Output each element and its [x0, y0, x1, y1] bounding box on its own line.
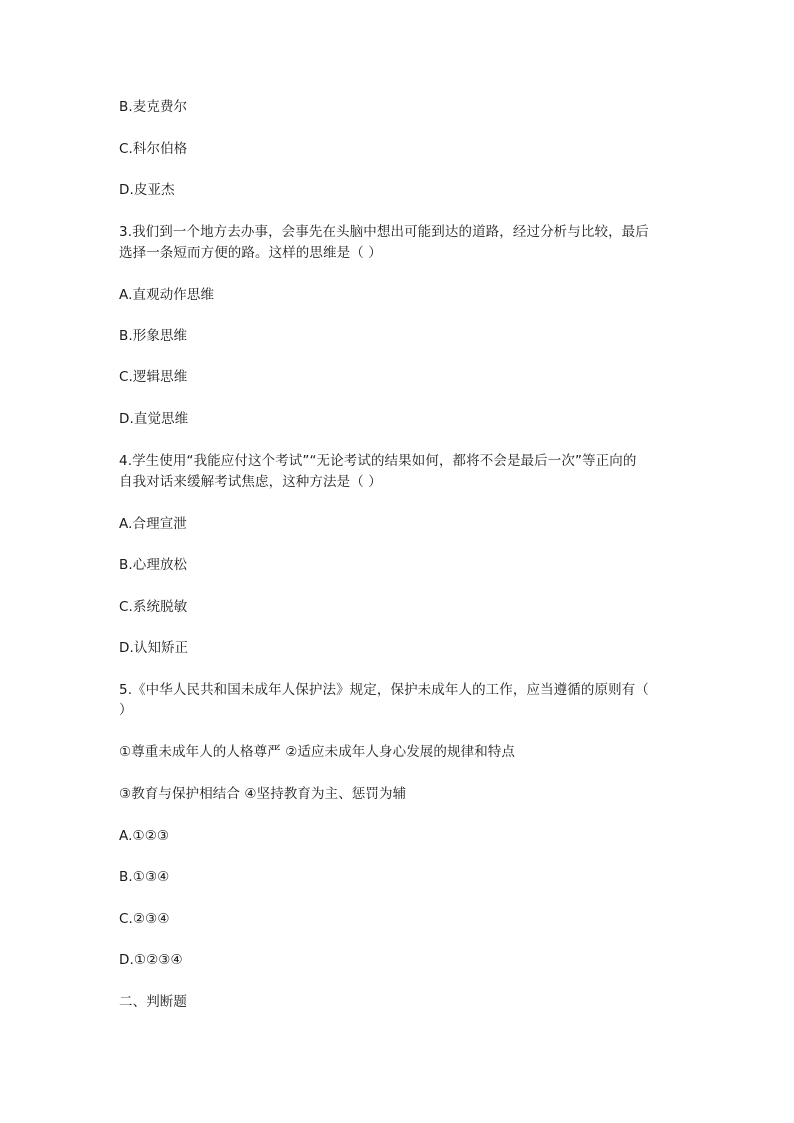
option-b-q3: B.形象思维: [119, 328, 188, 344]
statement-3-4: ③教育与保护相结合 ④坚持教育为主、惩罚为辅: [119, 786, 407, 802]
statement-1-2: ①尊重未成年人的人格尊严 ②适应未成年人身心发展的规律和特点: [119, 744, 515, 760]
question-5-line-2: ）: [119, 702, 133, 718]
option-c-q4: C.系统脱敏: [119, 599, 188, 615]
question-4-line-2: 自我对话来缓解考试焦虑，这种方法是（ ）: [119, 474, 382, 490]
question-4-line-1: 4.学生使用“我能应付这个考试”“无论考试的结果如何，都将不会是最后一次”等正向的: [119, 453, 637, 469]
option-a-q4: A.合理宣泄: [119, 516, 187, 532]
option-c-q3: C.逻辑思维: [119, 369, 188, 385]
section-heading-judgment: 二、判断题: [119, 994, 187, 1010]
option-d-q4: D.认知矫正: [119, 640, 189, 656]
question-3-line-1: 3.我们到一个地方去办事，会事先在头脑中想出可能到达的道路，经过分析与比较，最后: [119, 224, 649, 240]
option-b-q2: B.麦克费尔: [119, 99, 188, 115]
option-c-q5: C.②③④: [119, 911, 170, 927]
option-d-q5: D.①②③④: [119, 952, 183, 968]
option-c-q2: C.科尔伯格: [119, 141, 188, 157]
option-a-q3: A.直观动作思维: [119, 287, 215, 303]
option-a-q5: A.①②③: [119, 828, 170, 844]
question-3-line-2: 选择一条短而方便的路。这样的思维是（ ）: [119, 245, 382, 261]
option-b-q5: B.①③④: [119, 869, 170, 885]
option-d-q2: D.皮亚杰: [119, 182, 175, 198]
option-b-q4: B.心理放松: [119, 557, 188, 573]
question-5-line-1: 5.《中华人民共和国未成年人保护法》规定，保护未成年人的工作，应当遵循的原则有（: [119, 682, 649, 698]
option-d-q3: D.直觉思维: [119, 411, 189, 427]
